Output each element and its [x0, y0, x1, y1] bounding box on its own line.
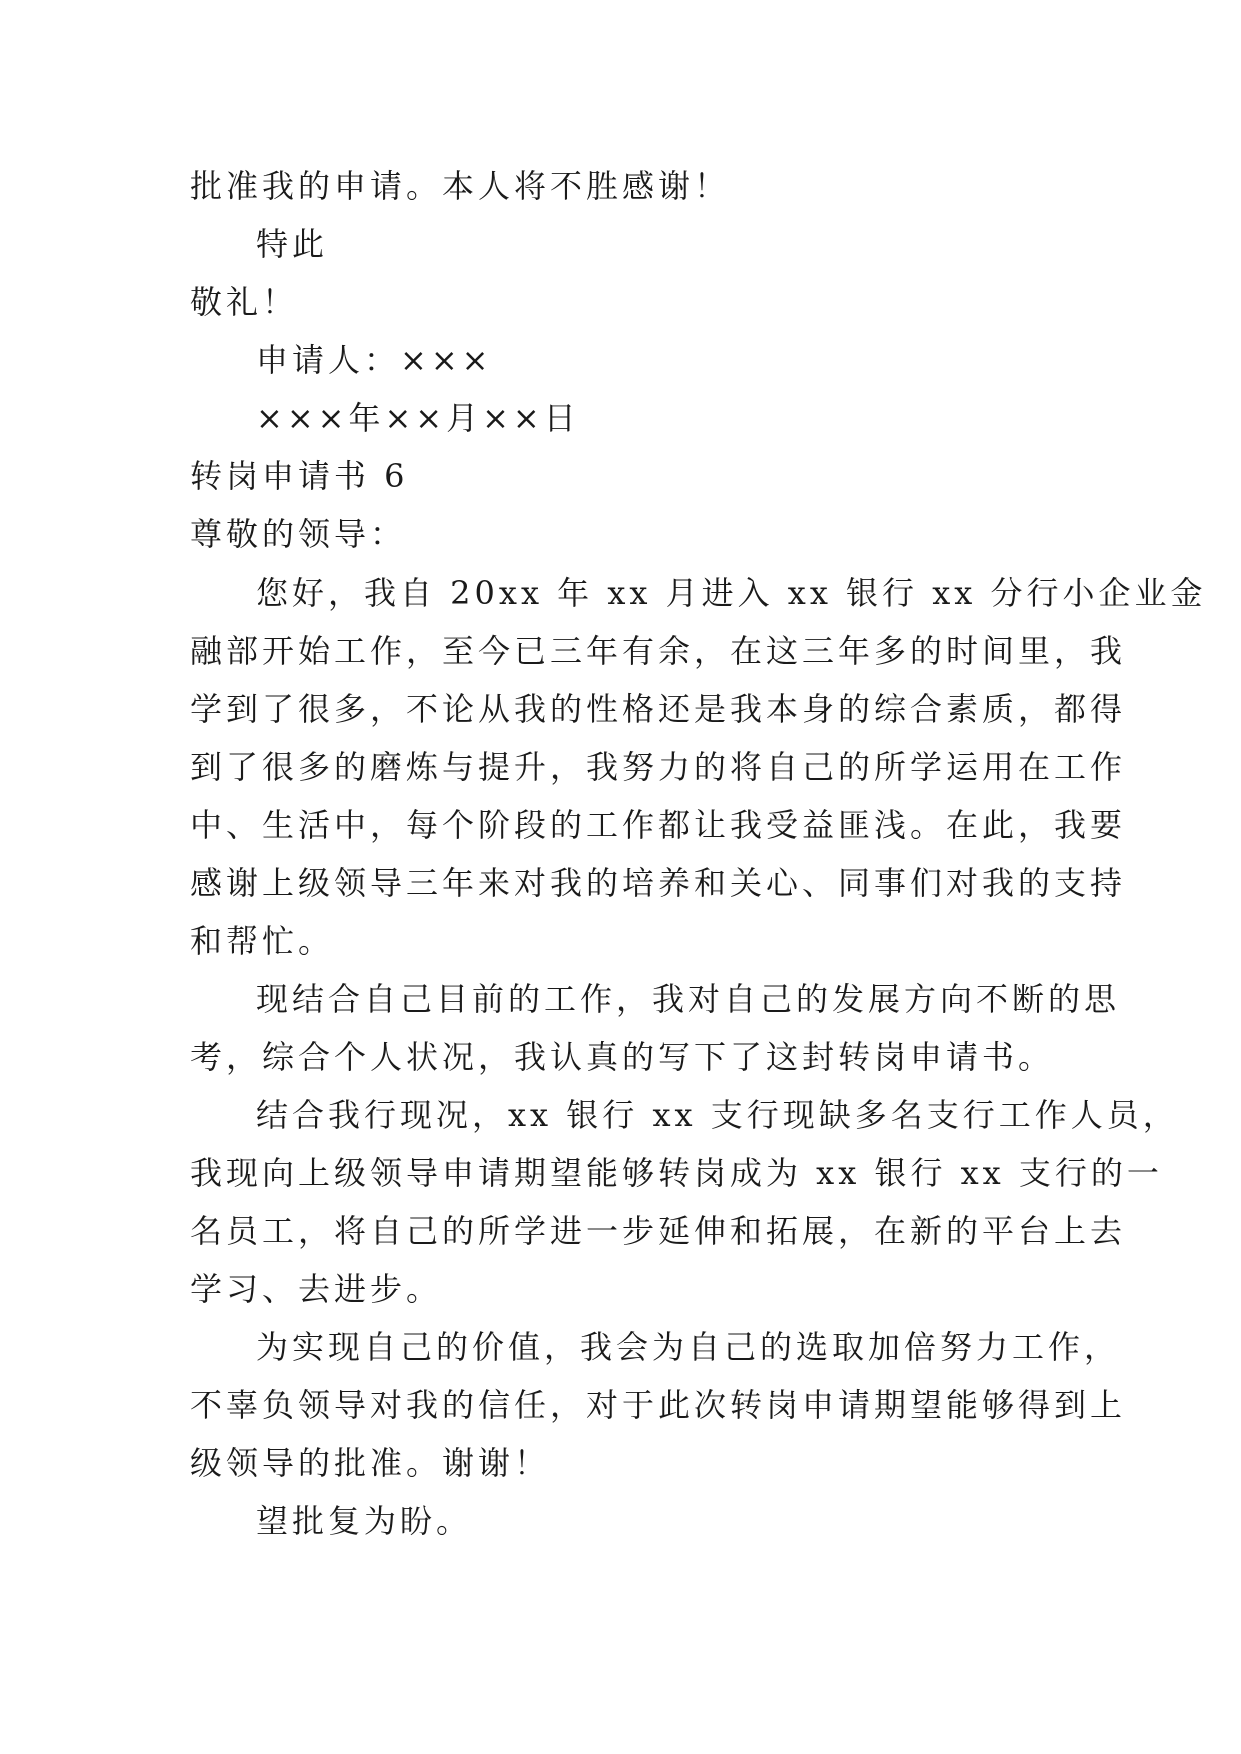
final-line: 望批复为盼。	[256, 1502, 473, 1540]
special-note: 特此	[256, 225, 329, 263]
closing-line: 批准我的申请。本人将不胜感谢！	[190, 167, 731, 205]
applicant-line: 申请人：×××	[256, 341, 493, 379]
paragraph-line: 级领导的批准。谢谢！	[190, 1444, 551, 1482]
paragraph-line: 中、生活中，每个阶段的工作都让我受益匪浅。在此，我要	[190, 806, 1127, 844]
paragraph-line: 不辜负领导对我的信任，对于此次转岗申请期望能够得到上	[190, 1386, 1127, 1424]
paragraph-line: 到了很多的磨炼与提升，我努力的将自己的所学运用在工作	[190, 748, 1127, 786]
paragraph-line: 您好，我自 20xx 年 xx 月进入 xx 银行 xx 分行小企业金	[256, 574, 1207, 612]
paragraph-line: 学到了很多，不论从我的性格还是我本身的综合素质，都得	[190, 690, 1127, 728]
paragraph-line: 考，综合个人状况，我认真的写下了这封转岗申请书。	[190, 1038, 1055, 1076]
paragraph-line: 我现向上级领导申请期望能够转岗成为 xx 银行 xx 支行的一	[190, 1154, 1163, 1192]
section-title: 转岗申请书 6	[190, 457, 409, 495]
paragraph-line: 现结合自己目前的工作，我对自己的发展方向不断的思	[256, 980, 1121, 1018]
paragraph-line: 感谢上级领导三年来对我的培养和关心、同事们对我的支持	[190, 864, 1127, 902]
date-line: ×××年××月××日	[256, 399, 580, 437]
salute: 敬礼！	[190, 283, 299, 321]
paragraph-line: 融部开始工作，至今已三年有余，在这三年多的时间里，我	[190, 632, 1127, 670]
paragraph-line: 为实现自己的价值，我会为自己的选取加倍努力工作，	[256, 1328, 1121, 1366]
paragraph-line: 名员工，将自己的所学进一步延伸和拓展，在新的平台上去	[190, 1212, 1127, 1250]
greeting: 尊敬的领导：	[190, 515, 407, 553]
paragraph-line: 结合我行现况，xx 银行 xx 支行现缺多名支行工作人员，	[256, 1096, 1179, 1134]
paragraph-line: 和帮忙。	[190, 922, 335, 960]
paragraph-line: 学习、去进步。	[190, 1270, 443, 1308]
